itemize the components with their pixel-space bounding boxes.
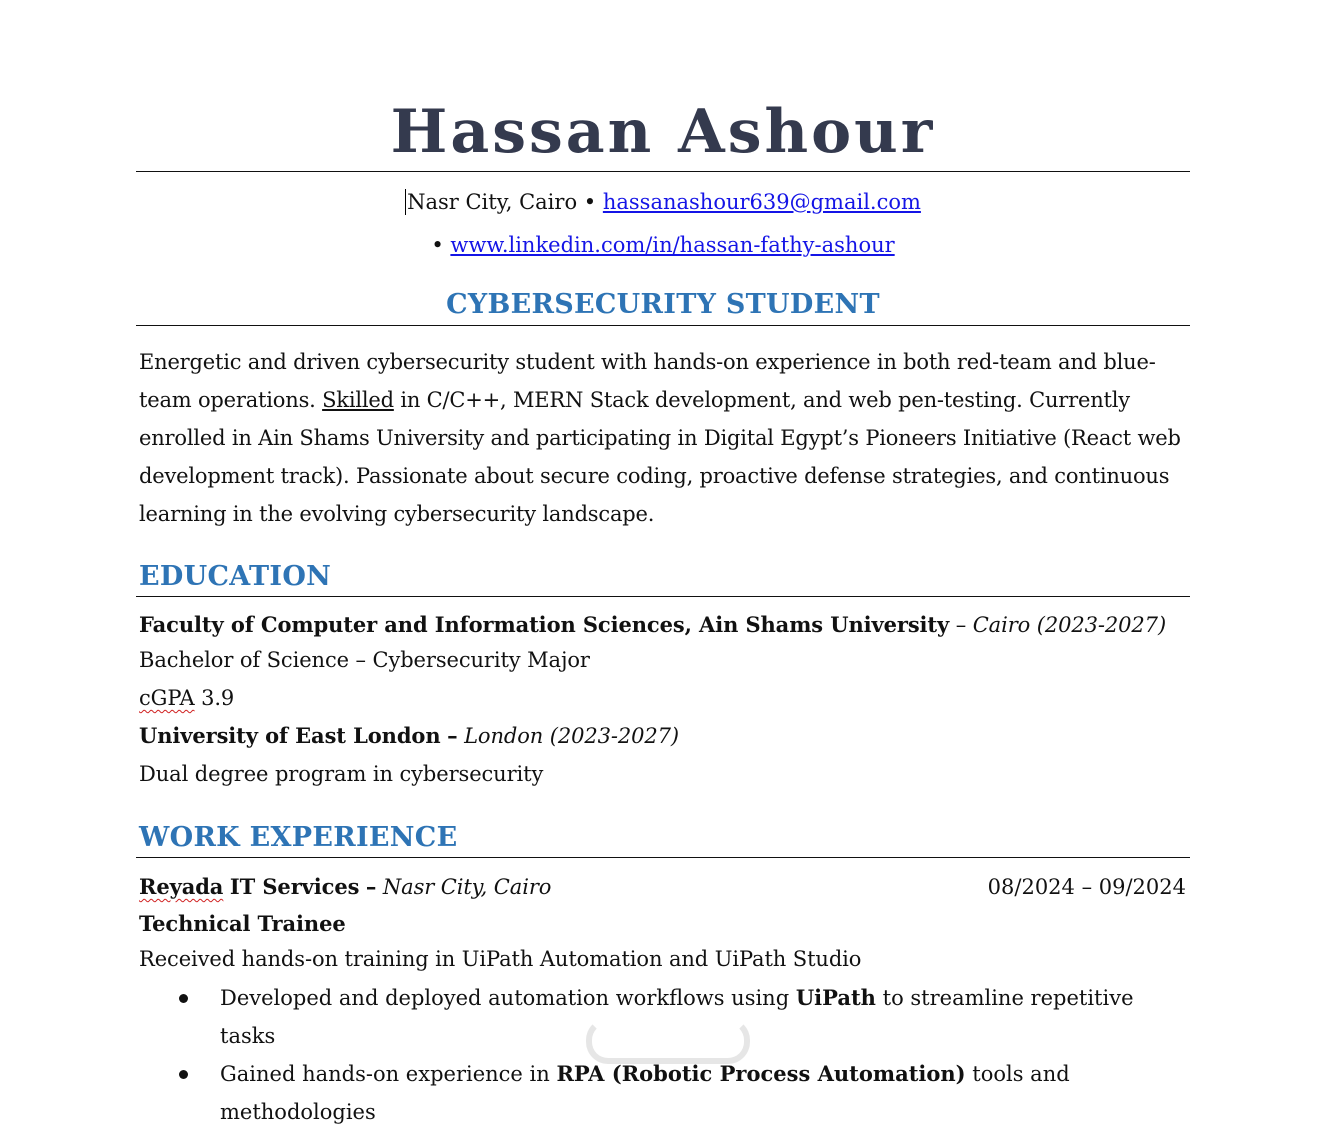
job-role: Technical Trainee [139,911,346,936]
text-cursor [405,189,406,215]
contact-location: Nasr City, Cairo [407,190,578,214]
job-header [139,873,551,901]
education-heading: EDUCATION [139,561,332,592]
work-experience-divider [136,857,1190,858]
job-description: Received hands-on training in UiPath Automation and UiPath Studio [139,947,862,971]
linkedin-link[interactable]: www.linkedin.com/in/hassan-fathy-ashour [450,233,895,257]
title-divider [136,325,1190,326]
bullet-text: Gained hands-on experience in [220,1062,550,1086]
bullet-bold-text: RPA (Robotic Process Automation) [556,1061,966,1086]
company-name-first: Reyada [139,874,224,899]
bullet-text: Developed and deployed automation workflows using [220,986,790,1010]
bullet-icon [179,1070,188,1079]
summary-skilled-word: Skilled [322,388,394,412]
education-gpa [139,684,234,712]
education-divider [136,596,1190,597]
bullet-bold-text: UiPath [795,985,876,1010]
gpa-label: cGPA [139,686,195,710]
institution-name: Faculty of Computer and Information Sciences, Ain Shams University [139,612,950,637]
contact-line-1 [136,188,1190,216]
job-location: Nasr City, Cairo [382,875,552,899]
email-link[interactable]: hassanashour639@gmail.com [602,190,921,214]
education-degree: Dual degree program in cybersecurity [139,762,544,786]
name-divider [136,171,1190,172]
separator: – [447,723,458,748]
contact-line-2 [136,231,1190,259]
company-name-rest: IT Services [229,874,360,899]
contact-bullet: • [583,190,597,214]
separator: – [365,874,377,899]
gpa-value: 3.9 [201,686,235,710]
institution-name: University of East London [139,723,441,748]
bullet-text: to streamline repetitive tasks [220,986,1134,1048]
education-entry-1-header [139,611,1166,639]
education-degree: Bachelor of Science – Cybersecurity Major [139,648,590,672]
professional-title: CYBERSECURITY STUDENT [446,289,880,320]
institution-location-years: London (2023-2027) [464,724,680,748]
work-experience-heading: WORK EXPERIENCE [139,822,458,853]
education-entry-2-header [139,722,679,750]
bullet-icon [179,994,188,1003]
summary-paragraph [139,343,1191,533]
institution-location-years: Cairo (2023-2027) [972,613,1167,637]
contact-bullet: • [431,233,444,257]
bullet-text: tools and methodologies [220,1062,1070,1124]
watermark-logo-icon [586,1018,750,1064]
summary-text-2: in C/C++, MERN Stack development, and web pen-testing. Currently enrolled in Ain Shams University and participating in Digital Egypt’s Pioneers Initiative (React web development track). Passionate about secure coding, proactive defense strategies, and continuous learning in the evolving cybersecurity landscape. [139,388,1181,526]
summary-text-1: Energetic and driven cybersecurity student with hands-on experience in both red-team and blue-team operations. [139,350,1156,412]
job-dates: 08/2024 – 09/2024 [987,875,1186,899]
candidate-name: Hassan Ashour [390,97,936,167]
separator: – [955,613,967,637]
list-item [139,1055,1191,1131]
